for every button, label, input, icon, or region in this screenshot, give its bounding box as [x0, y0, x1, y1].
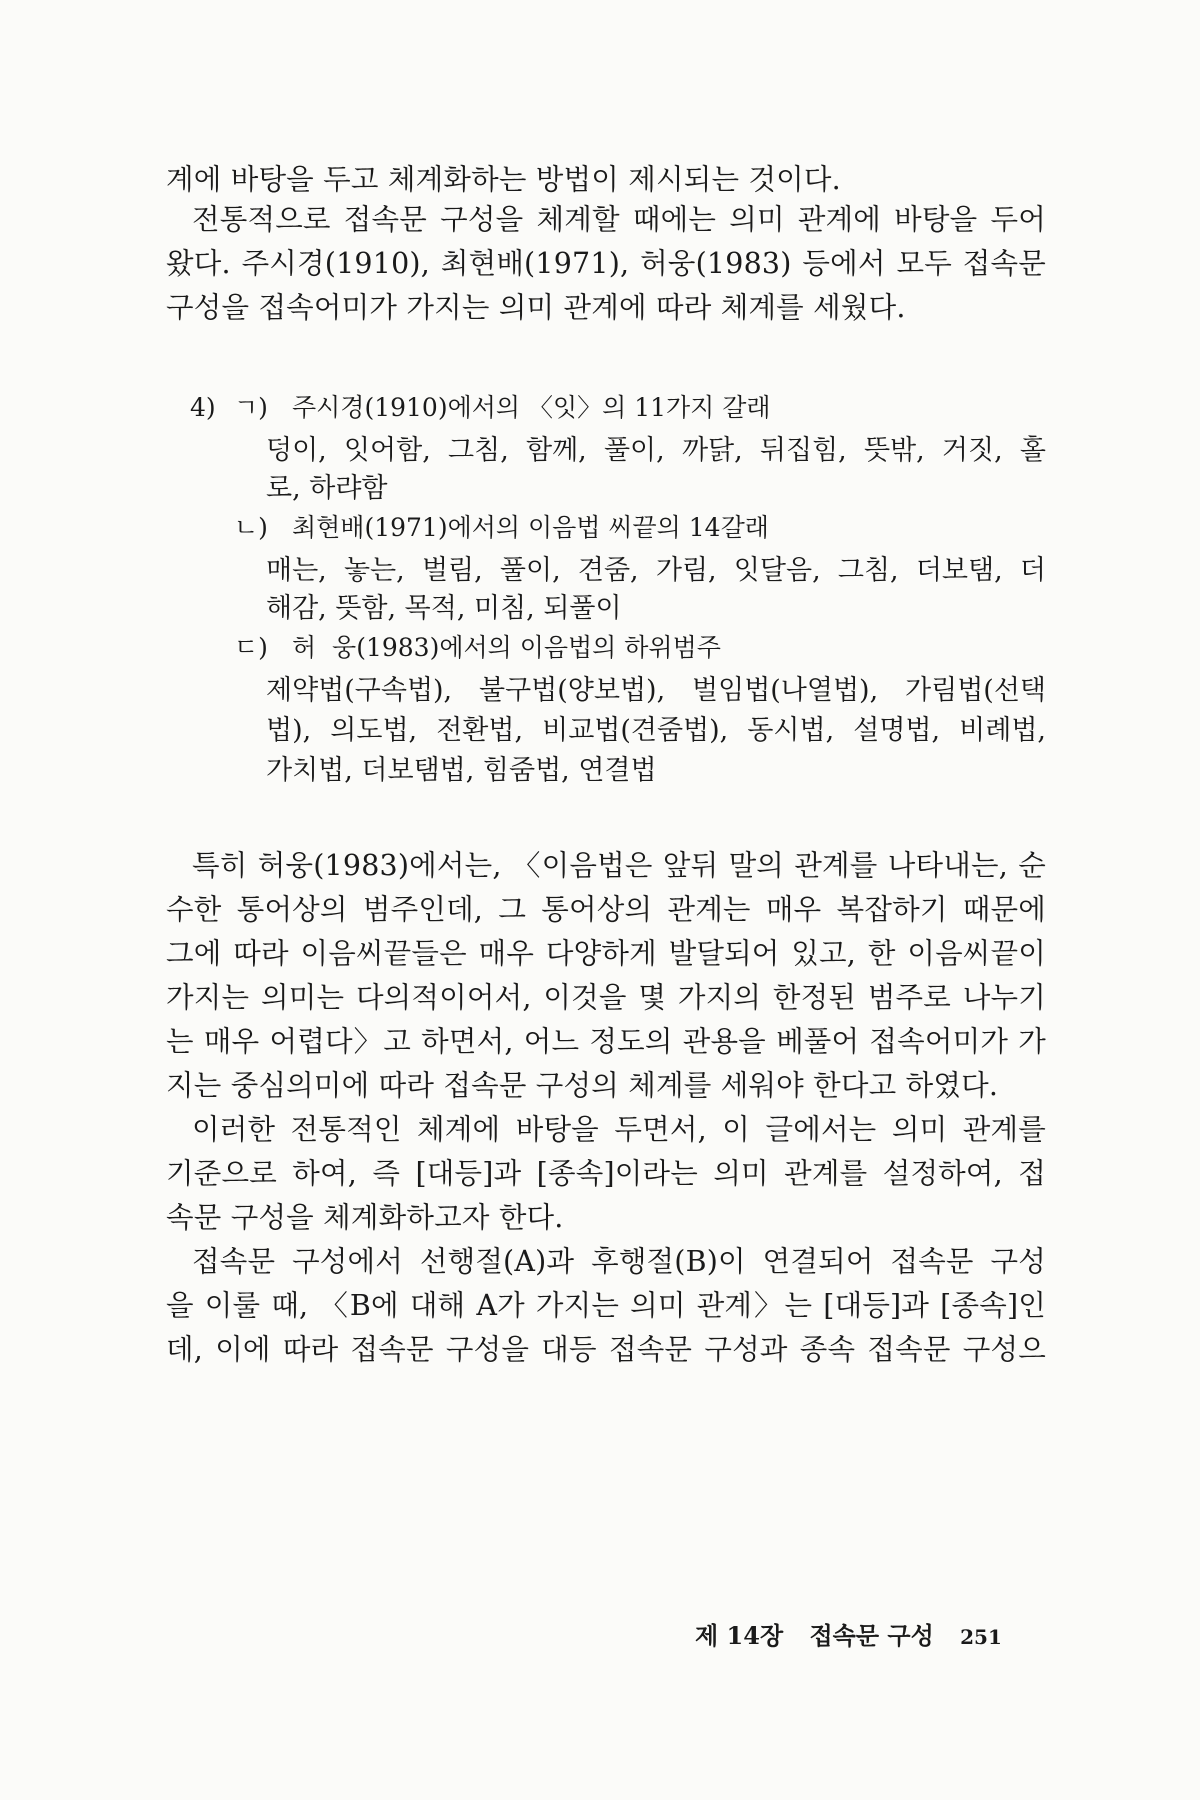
- para3-line: 이러한 전통적인 체계에 바탕을 두면서, 이 글에서는 의미 관계를: [192, 1113, 1046, 1146]
- para1-line: 전통적으로 접속문 구성을 체계할 때에는 의미 관계에 바탕을 두어: [192, 203, 1046, 236]
- para3-line: 속문 구성을 체계화하고자 한다.: [166, 1201, 564, 1234]
- para1-line: 왔다. 주시경(1910), 최현배(1971), 허웅(1983) 등에서 모두 접속문: [166, 247, 1046, 280]
- example-heading-b: 최현배(1971)에서의 이음법 씨끝의 14갈래: [292, 513, 769, 542]
- example-body-a-line: 로, 하랴함: [266, 473, 388, 504]
- para2-line: 지는 중심의미에 따라 접속문 구성의 체계를 세워야 한다고 하였다.: [166, 1069, 999, 1102]
- example-body-b-line: 해감, 뜻함, 목적, 미침, 되풀이: [266, 593, 622, 624]
- example-body-c-line: 법), 의도법, 전환법, 비교법(견줌법), 동시법, 설명법, 비례법,: [266, 715, 1046, 746]
- para1-line: 구성을 접속어미가 가지는 의미 관계에 따라 체계를 세웠다.: [166, 291, 906, 324]
- example-marker-b: ㄴ): [234, 513, 268, 542]
- example-body-a-line: 덩이, 잇어함, 그침, 함께, 풀이, 까닭, 뒤집힘, 뜻밖, 거짓, 홀: [266, 435, 1046, 466]
- para2-line: 특히 허웅(1983)에서는, 〈이음법은 앞뒤 말의 관계를 나타내는, 순: [192, 849, 1046, 882]
- example-body-c-line: 가치법, 더보탬법, 힘줌법, 연결법: [266, 755, 657, 786]
- para4-line: 데, 이에 따라 접속문 구성을 대등 접속문 구성과 종속 접속문 구성으: [166, 1333, 1046, 1366]
- para4-line: 접속문 구성에서 선행절(A)과 후행절(B)이 연결되어 접속문 구성: [192, 1245, 1046, 1278]
- footer-chapter: 제 14장: [695, 1621, 784, 1650]
- para2-line: 는 매우 어렵다〉고 하면서, 어느 정도의 관용을 베풀어 접속어미가 가: [166, 1025, 1046, 1058]
- footer-title: 접속문 구성: [809, 1621, 934, 1650]
- para2-line: 수한 통어상의 범주인데, 그 통어상의 관계는 매우 복잡하기 때문에: [166, 893, 1046, 926]
- example-heading-c: 허 웅(1983)에서의 이음법의 하위범주: [292, 633, 721, 662]
- para2-line: 그에 따라 이음씨끝들은 매우 다양하게 발달되어 있고, 한 이음씨끝이: [166, 937, 1046, 970]
- example-number: 4): [190, 393, 216, 422]
- example-heading-a: 주시경(1910)에서의 〈잇〉의 11가지 갈래: [292, 393, 771, 422]
- running-footer: [695, 1620, 1002, 1653]
- example-body-c-line: 제약법(구속법), 불구법(양보법), 벌임법(나열법), 가림법(선택: [266, 675, 1046, 706]
- example-marker-c: ㄷ): [234, 633, 268, 662]
- para2-line: 가지는 의미는 다의적이어서, 이것을 몇 가지의 한정된 범주로 나누기: [166, 981, 1046, 1014]
- intro-line: 계에 바탕을 두고 체계화하는 방법이 제시되는 것이다.: [166, 163, 841, 196]
- example-marker-a: ㄱ): [234, 393, 268, 422]
- page-number: 251: [960, 1625, 1002, 1649]
- example-body-b-line: 매는, 놓는, 벌림, 풀이, 견줌, 가림, 잇달음, 그침, 더보탬, 더: [266, 555, 1046, 586]
- para3-line: 기준으로 하여, 즉 [대등]과 [종속]이라는 의미 관계를 설정하여, 접: [166, 1157, 1046, 1190]
- para4-line: 을 이룰 때, 〈B에 대해 A가 가지는 의미 관계〉는 [대등]과 [종속]인: [166, 1289, 1046, 1322]
